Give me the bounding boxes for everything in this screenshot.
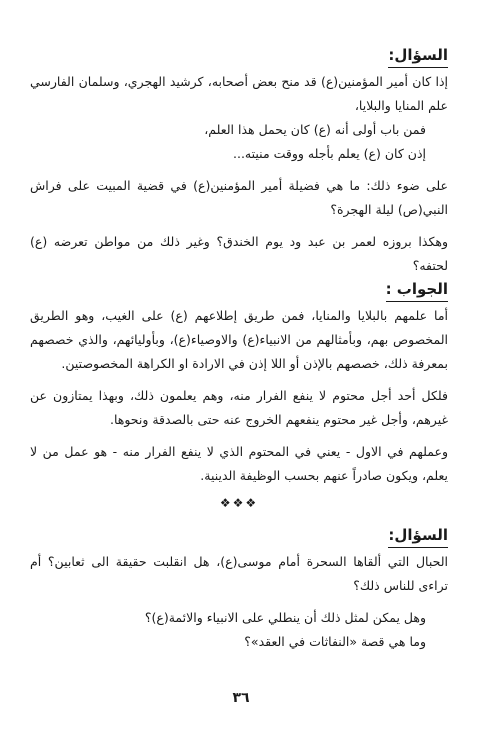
- answer-1-paragraph-1: أما علمهم بالبلايا والمنايا، فمن طريق إطلاعهم (ع) على الغيب، وهو الطريق المخصوص بهم، وبأمثالهم من الانبياء(ع) والاوصياء(ع)، وبأوليائهم، والذي خصصهم بمعرفة ذلك، خصصهم بالإذن أو اللا إذن في الارادة او الكراهة المخصوصتين.: [30, 308, 448, 371]
- question-1-paragraph-4: على ضوء ذلك: ما هي فضيلة أمير المؤمنين(ع) في قضية المبيت على فراش النبي(ص) ليلة الهجرة؟: [30, 178, 448, 217]
- answer-1-heading: الجواب :: [386, 278, 448, 302]
- question-1-heading: السؤال:: [388, 44, 448, 68]
- question-1-paragraph-5: وهكذا بروزه لعمر بن عبد ود يوم الخندق؟ وغير ذلك من مواطن تعرضه (ع) لحتفه؟: [30, 234, 448, 273]
- answer-1-paragraph-2: فلكل أحد أجل محتوم لا ينفع الفرار منه، وهم يعلمون ذلك، وبهذا يمتازون عن غيرهم، وأجل غير محتوم ينفعهم الخروج عنه حتى بالصدقة ونحوها.: [30, 388, 448, 427]
- question-1-paragraph-2: فمن باب أولى أنه (ع) كان يحمل هذا العلم،: [204, 122, 426, 137]
- answer-1-heading-row: [30, 278, 448, 304]
- question-2-paragraph-1: الحبال التي ألقاها السحرة أمام موسى(ع)، هل انقلبت حقيقة الى ثعابين؟ أم تراءى للناس ذلك؟: [30, 554, 448, 593]
- page-number: ٣٦: [232, 690, 250, 706]
- question-2-paragraph-3: وما هي قصة «النفاثات في العقد»؟: [244, 634, 426, 649]
- question-2-paragraph-2: وهل يمكن لمثل ذلك أن ينطلي على الانبياء والائمة(ع)؟: [144, 610, 426, 625]
- section-separator-ornament: ❖❖❖: [219, 496, 259, 510]
- question-2-heading-row: [30, 524, 448, 550]
- answer-1-paragraph-3: وعملهم في الاول - يعني في المحتوم الذي لا ينفع الفرار منه - هو عمل من لا يعلم، ويكون صادراً عنهم بحسب الوظيفة الدينية.: [30, 444, 448, 483]
- question-1-paragraph-3: إذن كان (ع) يعلم بأجله ووقت منيته...: [233, 146, 426, 161]
- question-2-heading: السؤال:: [388, 524, 448, 548]
- question-1-paragraph-1: إذا كان أمير المؤمنين(ع) قد منح بعض أصحابه، كرشيد الهجري، وسلمان الفارسي علم المنايا والبلايا،: [30, 74, 448, 113]
- question-1-heading-row: [30, 44, 448, 70]
